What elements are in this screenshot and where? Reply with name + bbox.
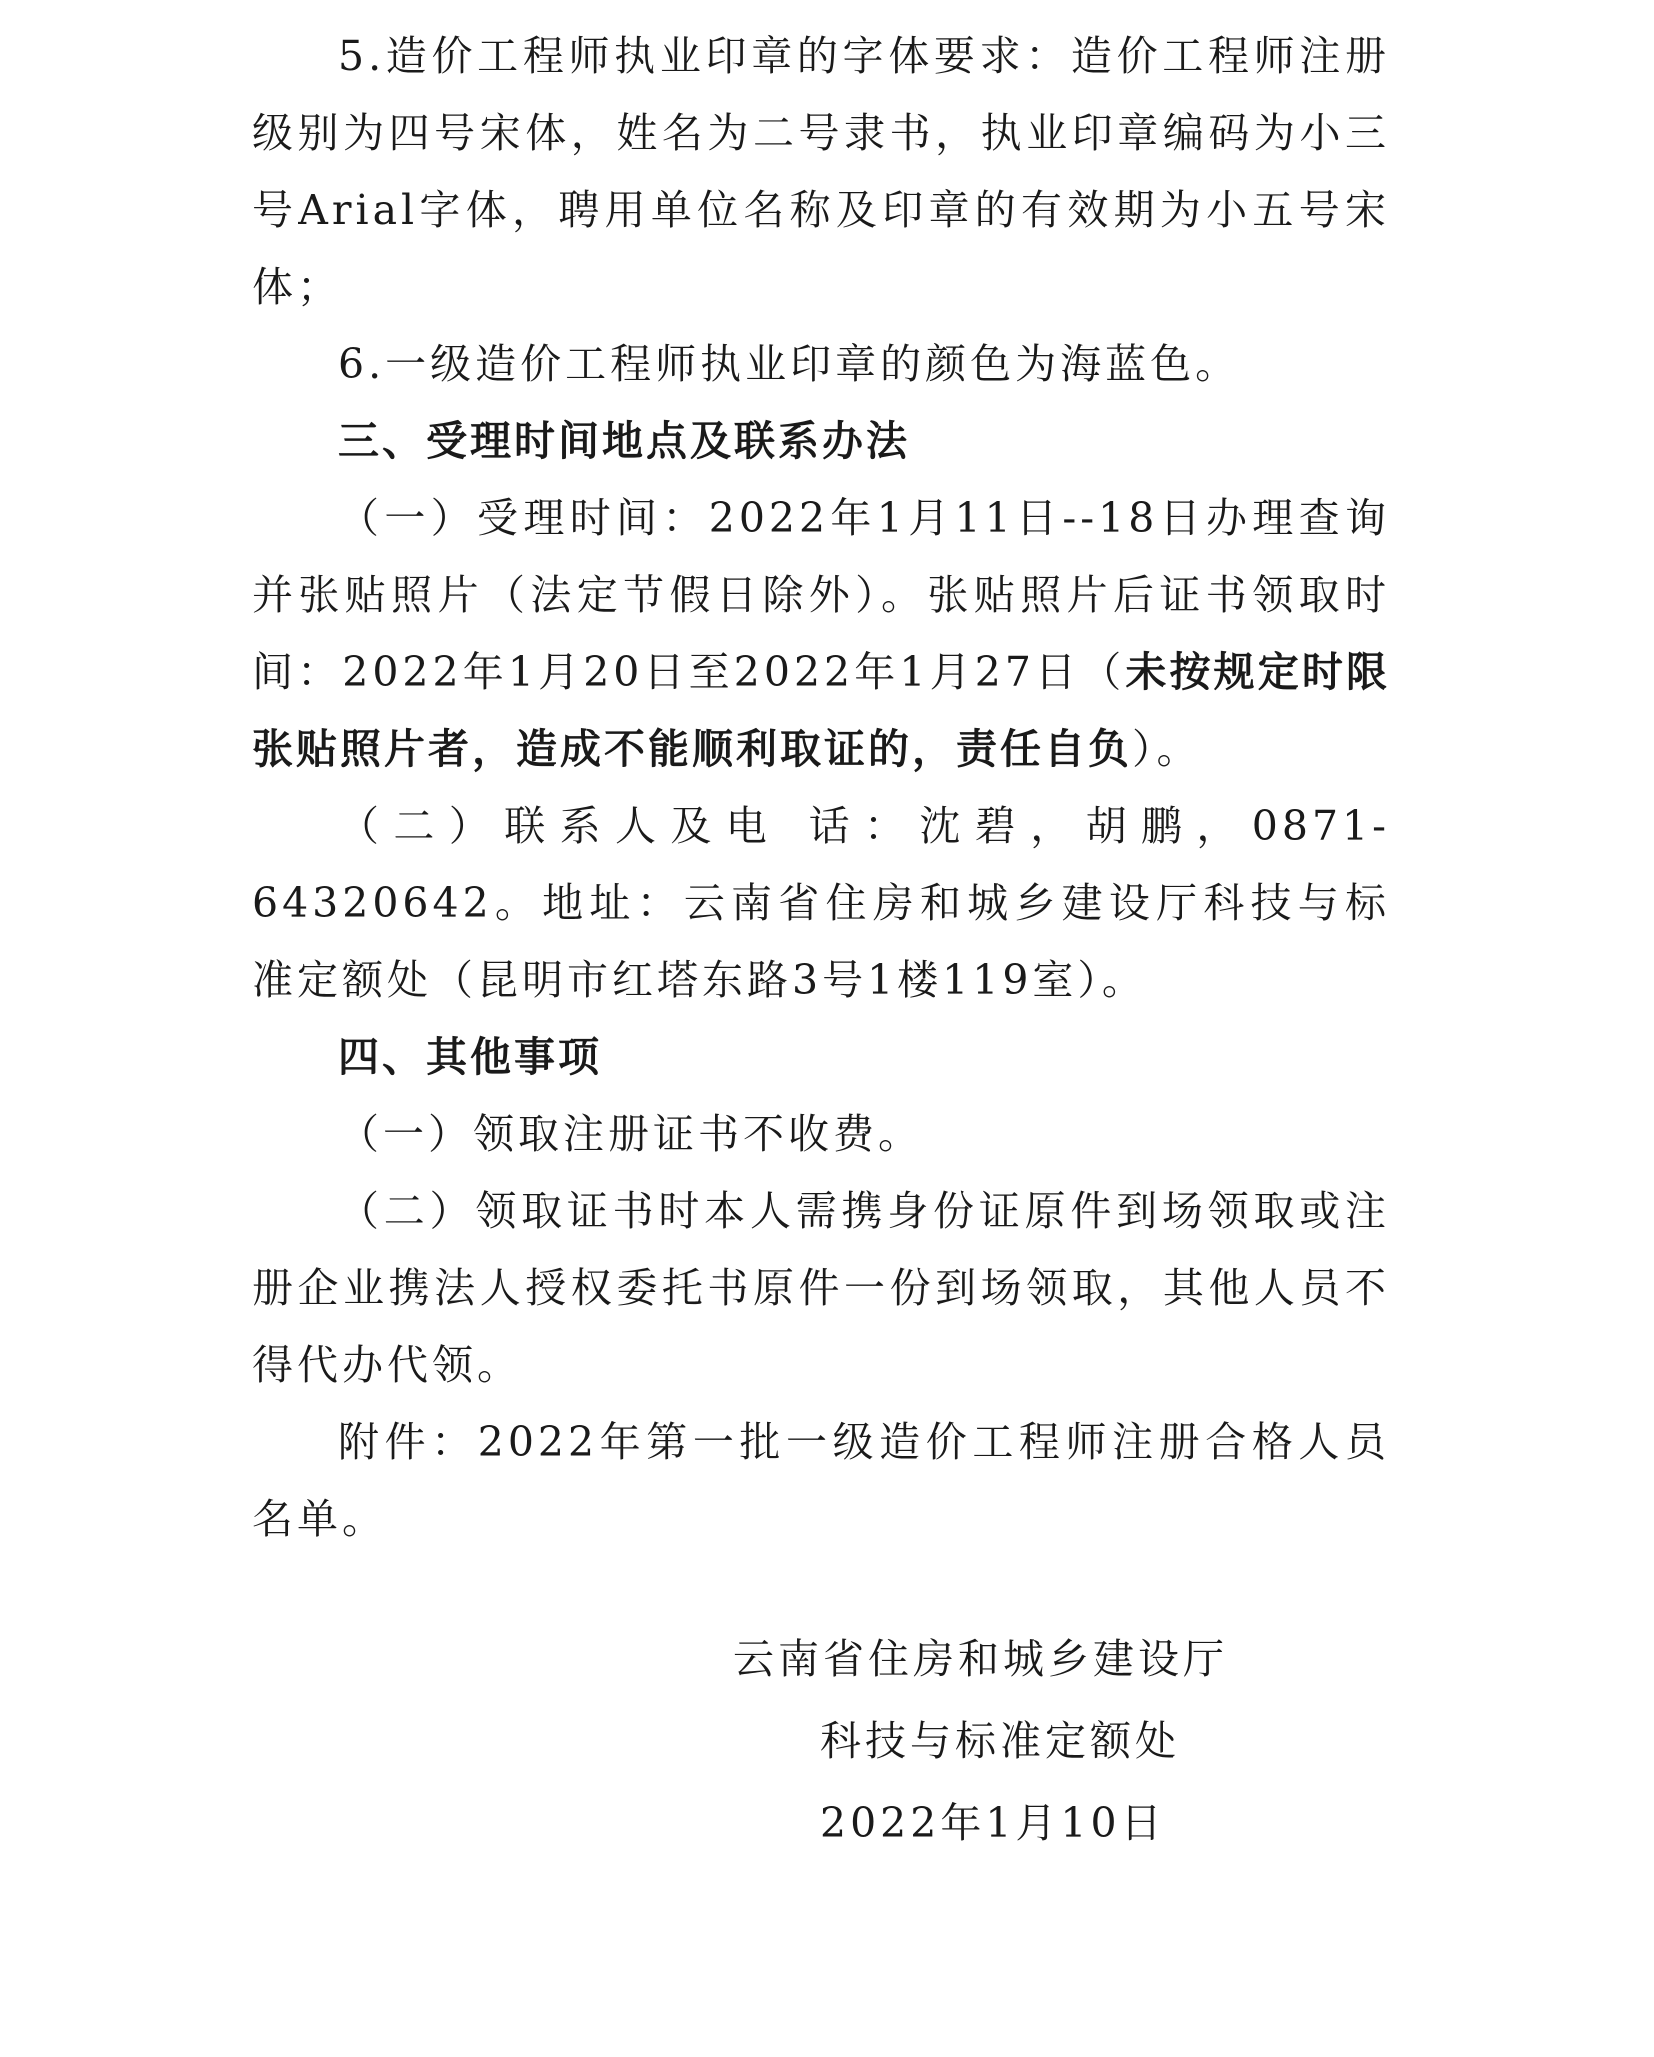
- signature-department: 科技与标准定额处: [820, 1717, 1180, 1765]
- acceptance-time-text: （一）受理时间：2022年1月11日--18日办理查询并张贴照片（法定节假日除外）。张贴照片后证书领取时间：2022年1月20日至2022年1月27日（: [252, 494, 1390, 696]
- paragraph-contact: （二）联系人及电 话：沈碧，胡鹏，0871-64320642。地址：云南省住房和城乡建设厅科技与标准定额处（昆明市红塔东路3号1楼119室）。: [252, 802, 1390, 1004]
- signature-date: 2022年1月10日: [820, 1799, 1166, 1847]
- document-body: [252, 18, 1390, 1558]
- paragraph-attachment: 附件：2022年第一批一级造价工程师注册合格人员名单。: [252, 1418, 1390, 1543]
- acceptance-time-end: ）。: [1132, 725, 1202, 773]
- paragraph-acceptance-time: [252, 480, 1390, 788]
- paragraph-seal-font: 5.造价工程师执业印章的字体要求：造价工程师注册级别为四号宋体，姓名为二号隶书，执业印章编码为小三号Arial字体，聘用单位名称及印章的有效期为小五号宋体；: [252, 32, 1390, 311]
- paragraph-seal-color: 6.一级造价工程师执业印章的颜色为海蓝色。: [338, 340, 1241, 388]
- section-heading-acceptance: 三、受理时间地点及联系办法: [338, 417, 910, 465]
- acceptance-time-warning: 未按规定时限张贴照片者，造成不能顺利取证的，责任自负: [252, 648, 1390, 773]
- paragraph-pickup-rules: （二）领取证书时本人需携身份证原件到场领取或注册企业携法人授权委托书原件一份到场领取，其他人员不得代办代领。: [252, 1187, 1390, 1389]
- section-heading-other: 四、其他事项: [338, 1033, 602, 1081]
- paragraph-no-fee: （一）领取注册证书不收费。: [338, 1110, 923, 1158]
- signature-organization: 云南省住房和城乡建设厅: [733, 1635, 1228, 1683]
